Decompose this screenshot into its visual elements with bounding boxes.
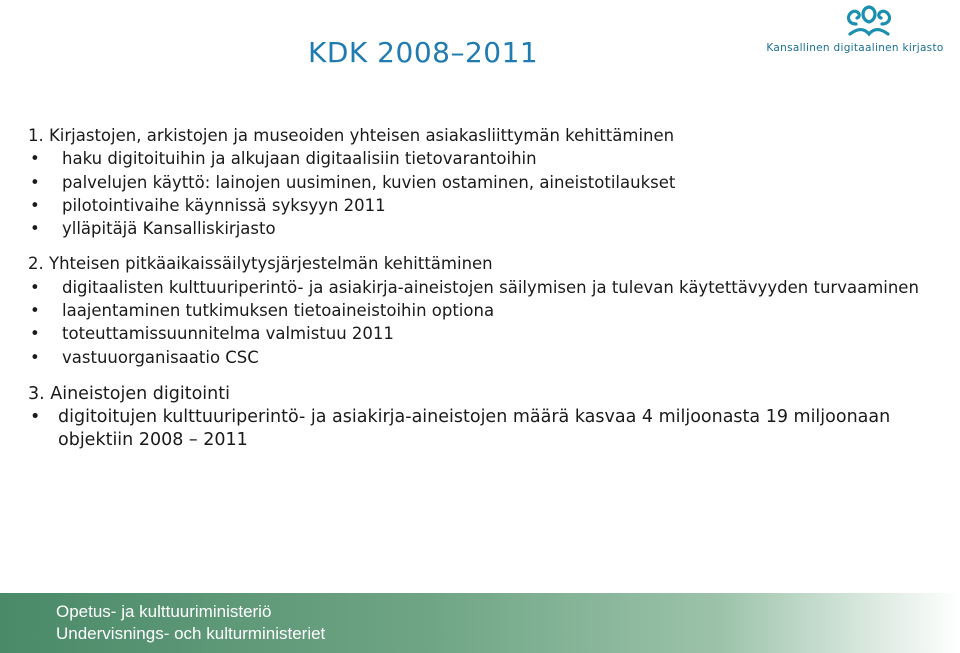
footer-band bbox=[0, 593, 960, 653]
slide-title: KDK 2008–2011 bbox=[308, 36, 539, 69]
list-item: • vastuuorganisaatio CSC bbox=[28, 346, 928, 369]
kdk-logo bbox=[760, 4, 950, 60]
slide-body bbox=[28, 124, 928, 452]
section-1-heading: 1. Kirjastojen, arkistojen ja museoiden yhteisen asiakasliittymän kehittäminen bbox=[28, 126, 675, 145]
list-item: • haku digitoituihin ja alkujaan digitaalisiin tietovarantoihin bbox=[28, 147, 928, 170]
section-3-heading: 3. Aineistojen digitointi bbox=[28, 383, 230, 404]
list-item: • digitaalisten kulttuuriperintö- ja asiakirja-aineistojen säilymisen ja tulevan käytettävyyden turvaaminen bbox=[28, 276, 928, 299]
logo-text: Kansallinen digitaalinen kirjasto bbox=[766, 42, 944, 54]
ministry-name-finnish: Opetus- ja kulttuuriministeriö bbox=[56, 602, 272, 621]
list-item: • toteuttamissuunnitelma valmistuu 2011 bbox=[28, 322, 928, 345]
list-item: • ylläpitäjä Kansalliskirjasto bbox=[28, 217, 928, 240]
kdk-ornament-icon bbox=[842, 4, 896, 40]
list-item: • digitoitujen kulttuuriperintö- ja asiakirja-aineistojen määrä kasvaa 4 miljoonasta 19 miljoonaan objektiin 2008 – 2011 bbox=[28, 406, 928, 452]
list-item: • laajentaminen tutkimuksen tietoaineistoihin optiona bbox=[28, 299, 928, 322]
section-3 bbox=[28, 383, 928, 452]
section-2-heading: 2. Yhteisen pitkäaikaissäilytysjärjestelmän kehittäminen bbox=[28, 254, 493, 274]
list-item: • palvelujen käyttö: lainojen uusiminen, kuvien ostaminen, aineistotilaukset bbox=[28, 171, 928, 194]
list-item: • pilotointivaihe käynnissä syksyyn 2011 bbox=[28, 194, 928, 217]
ministry-name-swedish: Undervisnings- och kulturministeriet bbox=[56, 624, 326, 643]
